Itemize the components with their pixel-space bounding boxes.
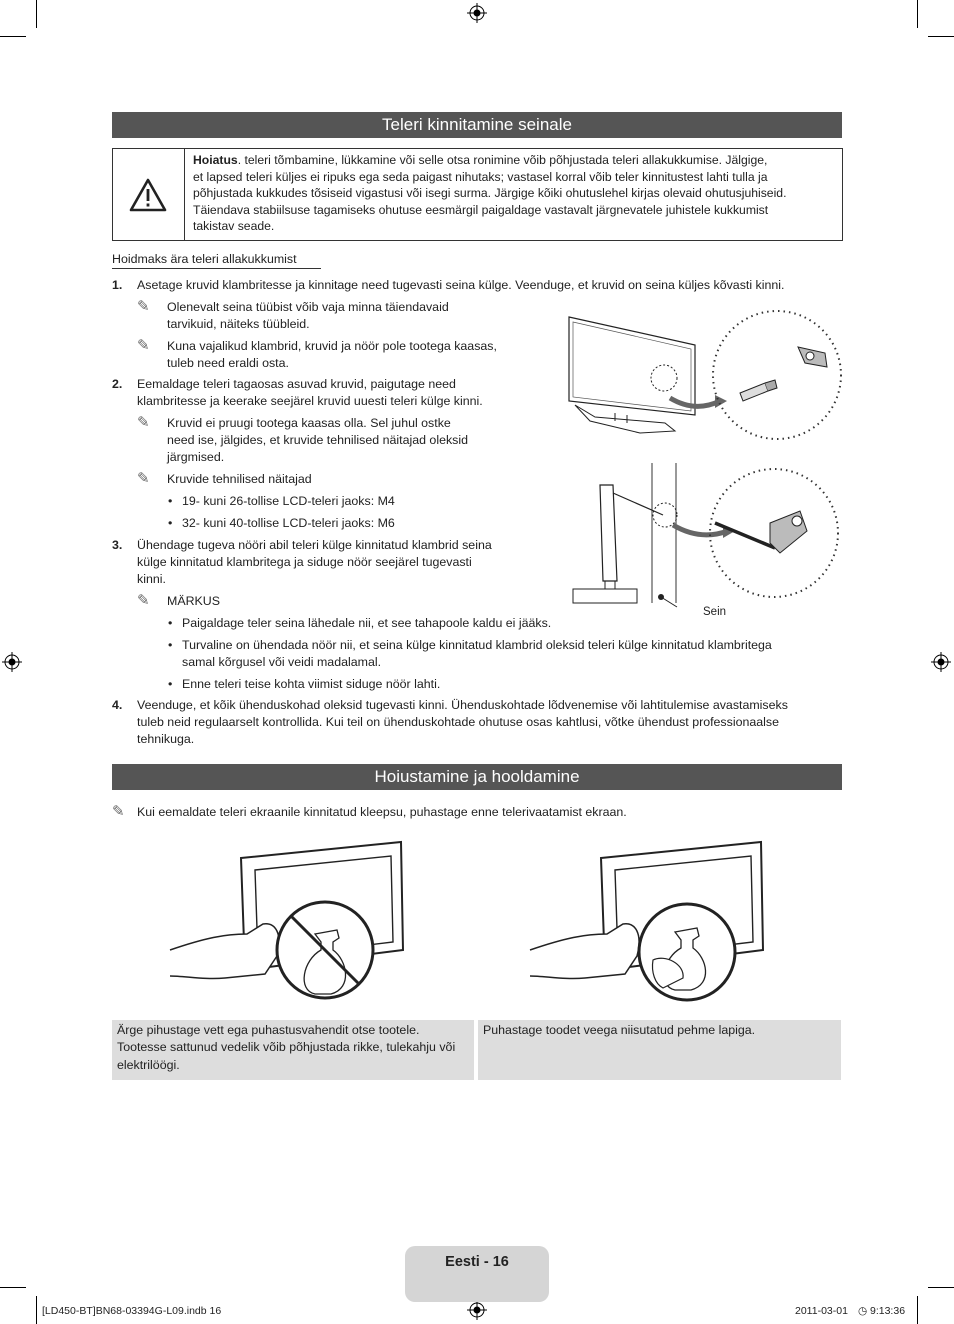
step-number: 1. — [112, 278, 123, 292]
wall-label: Sein — [703, 606, 727, 618]
step-text: külge kinnitatud klambritega ja siduge nöör seejärel tugevasti — [137, 555, 472, 569]
step-text: tuleb neid regulaarselt kontrollida. Kui teil on ühenduskohtade ohutuse osas kahtlusi, võtke ühendust professionaalse — [137, 715, 779, 729]
bullet-text: 19- kuni 26-tollise LCD-teleri jaoks: M4 — [182, 494, 395, 508]
tv-side-wall-cord-illustration — [565, 463, 845, 608]
crop-mark — [928, 1287, 954, 1288]
bullet-icon: • — [168, 677, 173, 691]
caption-wipe-cloth: Puhastage toodet veega niisutatud pehme lapiga. — [478, 1020, 841, 1080]
subheading-underline — [112, 268, 321, 269]
bullet-icon: • — [168, 494, 173, 508]
crop-mark — [0, 1287, 26, 1288]
registration-mark-icon — [931, 652, 951, 672]
crop-mark — [0, 36, 26, 37]
crop-mark — [36, 1296, 37, 1324]
footer-file-info: [LD450-BT]BN68-03394G-L09.indb 16 — [42, 1305, 222, 1317]
bullet-text: samal kõrgusel või veidi madalamal. — [182, 655, 382, 669]
footer-clock-glyph: ◷ — [858, 1305, 868, 1317]
section-title-wall-mount: Teleri kinnitamine seinale — [112, 112, 842, 138]
footer-date: 2011-03-01 — [795, 1305, 848, 1317]
step-number: 3. — [112, 538, 123, 552]
footer-time: 9:13:36 — [870, 1305, 906, 1317]
crop-mark — [917, 1296, 918, 1324]
step-text: kinni. — [137, 572, 166, 586]
step-number: 4. — [112, 698, 123, 712]
note-line: Kruvide tehnilised näitajad — [167, 472, 312, 486]
step-number: 2. — [112, 377, 123, 391]
note-line: Kruvid ei pruugi tootega kaasas olla. Sel juhul ostke — [167, 416, 451, 430]
caption-do-not-spray: Ärge pihustage vett ega puhastusvahendit otse tootele. Tootesse sattunud vedelik võib põhjustada rikke, tulekahju või elektrilöögi. — [112, 1020, 474, 1080]
note-line: tuleb need eraldi osta. — [167, 356, 289, 370]
step-text: Asetage kruvid klambritesse ja kinnitage need tugevasti seina külge. Veenduge, et kruvid on seina küljes kõvasti kinni. — [137, 278, 785, 292]
bullet-icon: • — [168, 638, 173, 652]
crop-mark — [928, 36, 954, 37]
bullet-icon: • — [168, 516, 173, 530]
bullet-text: 32- kuni 40-tollise LCD-teleri jaoks: M6 — [182, 516, 395, 530]
tv-back-bracket-illustration — [555, 305, 845, 445]
crop-mark — [36, 0, 37, 28]
registration-mark-icon — [467, 1300, 487, 1320]
note-pencil-icon: ✎ — [137, 337, 150, 354]
do-not-spray-illustration — [165, 838, 415, 1008]
note-line: Kuna vajalikud klambrid, kruvid ja nöör pole tootega kaasas, — [167, 339, 497, 353]
subheading: Hoidmaks ära teleri allakukkumist — [112, 252, 297, 266]
registration-mark-icon — [467, 3, 487, 23]
note-line: tarvikuid, näiteks tüübleid. — [167, 317, 310, 331]
bullet-text: Enne teleri teise kohta viimist siduge nöör lahti. — [182, 677, 441, 691]
crop-mark — [917, 0, 918, 28]
warning-label: Hoiatus — [193, 153, 238, 167]
wipe-with-cloth-illustration — [525, 838, 775, 1008]
note-label: MÄRKUS — [167, 594, 221, 608]
note-pencil-icon: ✎ — [137, 298, 150, 315]
warning-text: Hoiatus. teleri tõmbamine, lükkamine või selle otsa ronimine võib põhjustada teleri allakukkumise. Jälgige, et lapsed teleri küljes ei ripuks ega seda paigast nihutaks; vastasel korral võib teler kinnitustest lahti tulla ja põhjustada kukkudes tõsiseid vigastusi või isegi surma. Järgige kõiki ohutuslehel kirjas olevaid ohutusjuhiseid. Täiendava stabiilsuse tagamiseks ohutuse eesmärgil paigaldage vastavalt järgnevatele juhistele kukkumist takistav seade. — [193, 153, 787, 234]
registration-mark-icon — [2, 652, 22, 672]
step-text: klambritesse ja keerake seejärel kruvid uuesti teleri külge kinni. — [137, 394, 483, 408]
note-line: Kui eemaldate teleri ekraanile kinnitatud kleepsu, puhastage enne telerivaatamist ekraan. — [137, 805, 627, 819]
page-number-tab: Eesti - 16 — [405, 1246, 549, 1302]
step-text: Veenduge, et kõik ühenduskohad oleksid tugevasti kinni. Ühenduskohtade lõdvenemise või lahtitulemise avastamiseks — [137, 698, 788, 712]
note-pencil-icon: ✎ — [112, 803, 125, 820]
step-text: tehnikuga. — [137, 732, 195, 746]
note-pencil-icon: ✎ — [137, 470, 150, 487]
note-pencil-icon: ✎ — [137, 592, 150, 609]
bullet-icon: • — [168, 616, 173, 630]
note-pencil-icon: ✎ — [137, 414, 150, 431]
step-text: Ühendage tugeva nööri abil teleri külge kinnitatud klambrid seina — [137, 538, 492, 552]
note-line: need ise, jälgides, et kruvide tehnilised näitajad oleksid — [167, 433, 469, 447]
warning-box — [112, 148, 843, 241]
warning-triangle-icon — [128, 177, 168, 213]
section-title-storage-care: Hoiustamine ja hooldamine — [112, 764, 842, 790]
note-line: Olenevalt seina tüübist võib vaja minna täiendavaid — [167, 300, 449, 314]
step-text: Eemaldage teleri tagaosas asuvad kruvid, paigutage need — [137, 377, 456, 391]
bullet-text: Turvaline on ühendada nöör nii, et seina külge kinnitatud klambrid oleksid teleri külge kinnitatud klambritega — [182, 638, 772, 652]
bullet-text: Paigaldage teler seina lähedale nii, et see tahapoole kaldu ei jääks. — [182, 616, 552, 630]
note-line: järgmised. — [167, 450, 225, 464]
